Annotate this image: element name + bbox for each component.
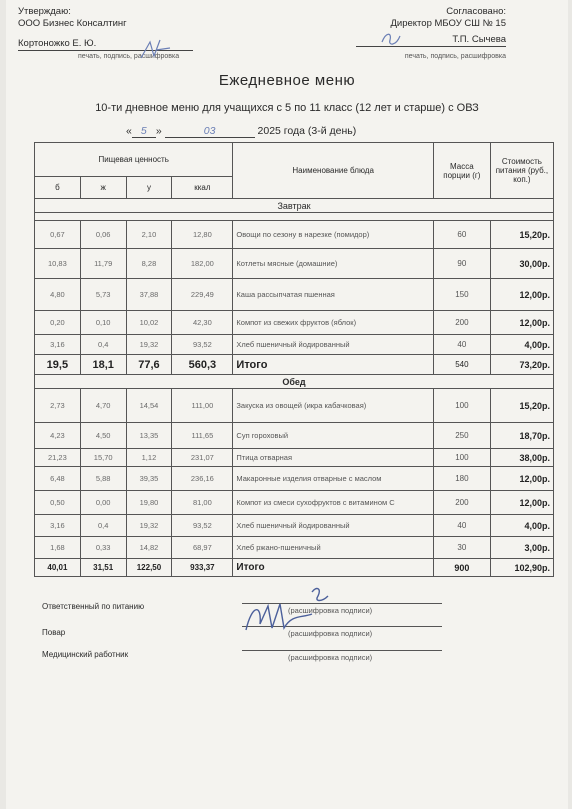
cell-price: 18,70р.	[490, 423, 553, 449]
col-b: б	[35, 177, 81, 199]
cell-b: 6,48	[35, 467, 81, 491]
table-row	[35, 423, 554, 449]
approve-title: Утверждаю:	[18, 6, 71, 17]
cell-kcal: 93,52	[172, 335, 233, 355]
cell-price: 15,20р.	[490, 389, 553, 423]
col-zh: ж	[80, 177, 126, 199]
cell-dish: Птица отварная	[233, 449, 433, 467]
cell-kcal: 231,07	[172, 449, 233, 467]
total-label: Итого	[233, 559, 433, 577]
cell-dish: Макаронные изделия отварные с маслом	[233, 467, 433, 491]
cell-kcal: 182,00	[172, 249, 233, 279]
cell-price: 38,00р.	[490, 449, 553, 467]
table-row	[35, 335, 554, 355]
cell-b: 4,80	[35, 279, 81, 311]
price-header: Стоимость питания (руб., коп.)	[490, 143, 553, 199]
cell-mass: 40	[433, 515, 490, 537]
cell-dish: Хлеб пшеничный йодированный	[233, 515, 433, 537]
cell-u: 19,32	[126, 335, 172, 355]
cell-price: 15,20р.	[490, 221, 553, 249]
total-price: 102,90р.	[490, 559, 553, 577]
cell-zh: 4,50	[80, 423, 126, 449]
total-mass: 900	[433, 559, 490, 577]
date-line	[126, 125, 446, 138]
cell-u: 39,35	[126, 467, 172, 491]
total-u: 122,50	[126, 559, 172, 577]
cell-price: 4,00р.	[490, 515, 553, 537]
table-row	[35, 249, 554, 279]
approve-org: ООО Бизнес Консалтинг	[18, 18, 127, 29]
cell-kcal: 111,00	[172, 389, 233, 423]
cook-caption: (расшифровка подписи)	[288, 629, 373, 638]
cell-dish: Каша рассыпчатая пшенная	[233, 279, 433, 311]
table-row	[35, 467, 554, 491]
cell-b: 3,16	[35, 515, 81, 537]
agree-caption: печать, подпись, расшифровка	[404, 53, 506, 60]
table-row	[35, 449, 554, 467]
cell-u: 13,35	[126, 423, 172, 449]
table-row	[35, 311, 554, 335]
cell-dish: Котлеты мясные (домашние)	[233, 249, 433, 279]
cell-dish: Овощи по сезону в нарезке (помидор)	[233, 221, 433, 249]
cell-kcal: 68,97	[172, 537, 233, 559]
total-b: 19,5	[35, 355, 81, 375]
cell-u: 37,88	[126, 279, 172, 311]
cell-mass: 100	[433, 449, 490, 467]
table-row	[35, 389, 554, 423]
cell-b: 0,67	[35, 221, 81, 249]
cook-signature	[242, 584, 352, 640]
approve-block	[18, 6, 218, 63]
breakfast-label: Завтрак	[35, 199, 554, 213]
medic-label: Медицинский работник	[42, 650, 129, 659]
menu-table	[34, 142, 554, 577]
dish-header: Наименование блюда	[233, 143, 433, 199]
cell-dish: Хлеб пшеничный йодированный	[233, 335, 433, 355]
lunch-total-row	[35, 559, 554, 577]
cell-price: 12,00р.	[490, 311, 553, 335]
cell-zh: 0,4	[80, 515, 126, 537]
cell-price: 30,00р.	[490, 249, 553, 279]
date-month: 03	[165, 125, 255, 138]
cell-u: 10,02	[126, 311, 172, 335]
cell-dish: Закуска из овощей (икра кабачковая)	[233, 389, 433, 423]
table-row	[35, 537, 554, 559]
cell-mass: 30	[433, 537, 490, 559]
date-quote-open: «	[126, 125, 132, 137]
total-u: 77,6	[126, 355, 172, 375]
cell-zh: 5,88	[80, 467, 126, 491]
cell-price: 4,00р.	[490, 335, 553, 355]
cell-mass: 40	[433, 335, 490, 355]
cell-zh: 0,00	[80, 491, 126, 515]
total-zh: 31,51	[80, 559, 126, 577]
total-zh: 18,1	[80, 355, 126, 375]
table-row	[35, 491, 554, 515]
total-b: 40,01	[35, 559, 81, 577]
cell-kcal: 81,00	[172, 491, 233, 515]
menu-sheet	[6, 0, 568, 809]
page-title: Ежедневное меню	[218, 72, 356, 89]
cell-dish: Компот из смеси сухофруктов с витамином С	[233, 491, 433, 515]
nutrition-header: Пищевая ценность	[35, 143, 233, 177]
cell-b: 21,23	[35, 449, 81, 467]
cell-price: 3,00р.	[490, 537, 553, 559]
cell-price: 12,00р.	[490, 467, 553, 491]
table-row	[35, 221, 554, 249]
date-year: 2025 года (3-й день)	[257, 125, 357, 137]
cell-b: 0,50	[35, 491, 81, 515]
agree-name: Т.П. Сычева	[356, 34, 506, 47]
cell-mass: 200	[433, 311, 490, 335]
cell-b: 4,23	[35, 423, 81, 449]
total-mass: 540	[433, 355, 490, 375]
cell-price: 12,00р.	[490, 491, 553, 515]
agree-title: Согласовано:	[446, 6, 506, 17]
approve-caption: печать, подпись, расшифровка	[78, 53, 180, 60]
cell-dish: Компот из свежих фруктов (яблок)	[233, 311, 433, 335]
table-row	[35, 515, 554, 537]
total-kcal: 560,3	[172, 355, 233, 375]
cell-zh: 15,70	[80, 449, 126, 467]
cell-u: 19,32	[126, 515, 172, 537]
cell-kcal: 42,30	[172, 311, 233, 335]
cell-b: 2,73	[35, 389, 81, 423]
cell-mass: 150	[433, 279, 490, 311]
cell-price: 12,00р.	[490, 279, 553, 311]
agree-org: Директор МБОУ СШ № 15	[390, 18, 506, 29]
cell-zh: 0,06	[80, 221, 126, 249]
lunch-label: Обед	[35, 375, 554, 389]
cell-zh: 0,33	[80, 537, 126, 559]
cell-zh: 0,10	[80, 311, 126, 335]
cell-u: 2,10	[126, 221, 172, 249]
page-subtitle: 10-ти дневное меню для учащихся с 5 по 11 класс (12 лет и старше) с ОВЗ	[95, 102, 479, 114]
date-quote-close: »	[155, 125, 162, 137]
cell-kcal: 93,52	[172, 515, 233, 537]
cell-u: 19,80	[126, 491, 172, 515]
cell-zh: 4,70	[80, 389, 126, 423]
cell-u: 8,28	[126, 249, 172, 279]
cell-dish: Суп гороховый	[233, 423, 433, 449]
total-price: 73,20р.	[490, 355, 553, 375]
cell-u: 1,12	[126, 449, 172, 467]
breakfast-total-row	[35, 355, 554, 375]
spacer-row	[35, 213, 554, 221]
cell-b: 10,83	[35, 249, 81, 279]
cell-zh: 5,73	[80, 279, 126, 311]
approve-name: Кортоножко Е. Ю.	[18, 38, 193, 51]
col-u: у	[126, 177, 172, 199]
responsible-label: Ответственный по питанию	[42, 602, 145, 611]
cell-mass: 90	[433, 249, 490, 279]
cell-b: 0,20	[35, 311, 81, 335]
mass-header: Масса порции (г)	[433, 143, 490, 199]
total-label: Итого	[233, 355, 433, 375]
cell-kcal: 236,16	[172, 467, 233, 491]
cell-u: 14,82	[126, 537, 172, 559]
cell-dish: Хлеб ржано-пшеничный	[233, 537, 433, 559]
cell-mass: 100	[433, 389, 490, 423]
cell-b: 3,16	[35, 335, 81, 355]
cell-mass: 60	[433, 221, 490, 249]
date-day: 5	[132, 125, 156, 138]
cell-u: 14,54	[126, 389, 172, 423]
cell-kcal: 12,80	[172, 221, 233, 249]
cell-mass: 250	[433, 423, 490, 449]
col-kcal: ккал	[172, 177, 233, 199]
cell-zh: 0,4	[80, 335, 126, 355]
cell-mass: 180	[433, 467, 490, 491]
table-row	[35, 279, 554, 311]
cook-label: Повар	[42, 628, 66, 637]
cell-mass: 200	[433, 491, 490, 515]
cell-kcal: 111,65	[172, 423, 233, 449]
medic-caption: (расшифровка подписи)	[288, 653, 373, 662]
cell-zh: 11,79	[80, 249, 126, 279]
responsible-caption: (расшифровка подписи)	[288, 606, 373, 615]
cell-kcal: 229,49	[172, 279, 233, 311]
cell-b: 1,68	[35, 537, 81, 559]
approve-signature	[136, 36, 176, 62]
agree-signature	[378, 28, 408, 50]
medic-line	[242, 650, 442, 651]
total-kcal: 933,37	[172, 559, 233, 577]
